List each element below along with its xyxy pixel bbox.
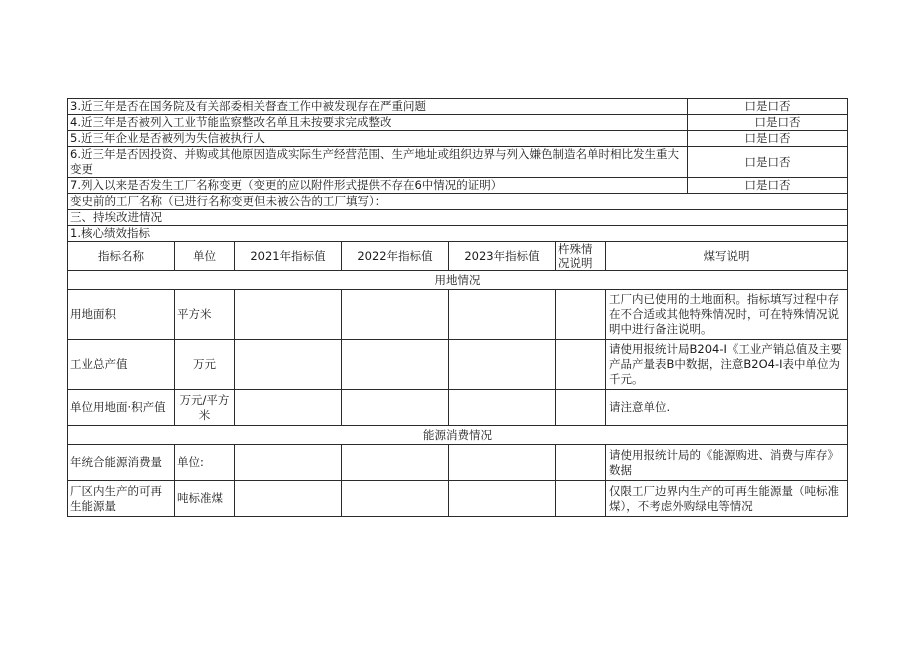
table-row — [68, 481, 848, 517]
header-2022: 2022年指标值 — [342, 242, 449, 271]
section-row — [68, 210, 848, 226]
yes-no-checkbox[interactable]: 口是口否 — [688, 178, 848, 194]
fill-instruction: 工厂内已使用的土地面积。指标填写过程中存在不合适或其他特殊情况时，可在特殊情况说明中进行备注说明。 — [606, 290, 848, 340]
special-note-cell[interactable] — [556, 340, 606, 390]
indicator-name: 年统合能源消费量 — [68, 445, 175, 481]
question-text: 5.近三年企业是否被列为失信被执行人 — [68, 131, 688, 147]
fill-instruction: 仅限工厂边界内生产的可再生能源量（吨标准煤），不考虑外购绿电等情况 — [606, 481, 848, 517]
value-2022-cell[interactable] — [342, 340, 449, 390]
special-note-cell[interactable] — [556, 481, 606, 517]
special-note-cell[interactable] — [556, 445, 606, 481]
table-header-row — [68, 242, 848, 271]
question-text: 3.近三年是否在国务院及有关部委相关督查工作中被发现存在严重问题 — [68, 99, 688, 115]
header-indicator-name: 指标名称 — [68, 242, 175, 271]
indicator-name: 工业总产值 — [68, 340, 175, 390]
indicator-unit[interactable]: 单位: — [175, 445, 235, 481]
header-2021: 2021年指标值 — [235, 242, 342, 271]
former-name-field[interactable]: 变史前的工厂名称（已进行名称变更但未被公告的工厂填写）： — [68, 194, 848, 210]
header-2023: 2023年指标值 — [449, 242, 556, 271]
value-2022-cell[interactable] — [342, 445, 449, 481]
question-text: 7.列入以来是否发生工厂名称变更（变更的应以附件形式提供不存在6中情况的证明） — [68, 178, 688, 194]
indicator-form-table — [67, 98, 848, 517]
question-text: 4.近三年是否被列入工业节能监察整改名单且未按要求完成整改 — [68, 115, 688, 131]
former-name-row — [68, 194, 848, 210]
indicator-unit: 平方米 — [175, 290, 235, 340]
question-row — [68, 131, 848, 147]
section-title: 三、持埃改进情况 — [68, 210, 848, 226]
table-row — [68, 340, 848, 390]
table-row — [68, 445, 848, 481]
fill-instruction: 请使用报统计局B204-I《工业产销总值及主要产品产量表B中数据，注意B2O4-I表中单位为千元。 — [606, 340, 848, 390]
question-text: 6.近三年是否因投资、并购或其他原因造成实际生产经营范围、生产地址或组织边界与列入嫌色制造名单时相比发生重大变更 — [68, 147, 688, 178]
subsection-title: 1.核心绩效指标 — [68, 226, 848, 242]
indicator-name: 用地面积 — [68, 290, 175, 340]
value-2021-cell[interactable] — [235, 390, 342, 426]
value-2021-cell[interactable] — [235, 481, 342, 517]
value-2023-cell[interactable] — [449, 290, 556, 340]
indicator-name: 厂区内生产的可再生能源量 — [68, 481, 175, 517]
header-fill-instructions: 煤写说明 — [606, 242, 848, 271]
indicator-name: 单位用地面·积产值 — [68, 390, 175, 426]
special-note-cell[interactable] — [556, 290, 606, 340]
question-row — [68, 147, 848, 178]
value-2022-cell[interactable] — [342, 481, 449, 517]
header-special-notes: 杵殊情况说明 — [556, 242, 606, 271]
header-unit: 单位 — [175, 242, 235, 271]
table-row — [68, 290, 848, 340]
yes-no-checkbox[interactable]: 口是口否 — [688, 131, 848, 147]
value-2022-cell[interactable] — [342, 290, 449, 340]
group-title-energy: 能源消费情况 — [68, 426, 848, 445]
indicator-unit: 万元 — [175, 340, 235, 390]
table-row — [68, 390, 848, 426]
special-note-cell[interactable] — [556, 390, 606, 426]
group-row — [68, 426, 848, 445]
value-2023-cell[interactable] — [449, 390, 556, 426]
value-2023-cell[interactable] — [449, 481, 556, 517]
fill-instruction: 请使用报统计局的《能源购进、消费与库存》数据 — [606, 445, 848, 481]
fill-instruction: 请注意单位. — [606, 390, 848, 426]
indicator-unit: 万元/平方米 — [175, 390, 235, 426]
group-title-land: 用地情况 — [68, 271, 848, 290]
group-row — [68, 271, 848, 290]
value-2022-cell[interactable] — [342, 390, 449, 426]
yes-no-checkbox[interactable]: 口是口否 — [688, 99, 848, 115]
question-row — [68, 115, 848, 131]
value-2021-cell[interactable] — [235, 290, 342, 340]
value-2023-cell[interactable] — [449, 445, 556, 481]
value-2021-cell[interactable] — [235, 445, 342, 481]
indicator-unit: 吨标准煤 — [175, 481, 235, 517]
value-2023-cell[interactable] — [449, 340, 556, 390]
yes-no-checkbox[interactable]: 口是口否 — [688, 147, 848, 178]
subsection-row — [68, 226, 848, 242]
value-2021-cell[interactable] — [235, 340, 342, 390]
form-sheet — [67, 98, 847, 517]
yes-no-checkbox[interactable]: 口是口否 — [688, 115, 848, 131]
question-row — [68, 99, 848, 115]
question-row — [68, 178, 848, 194]
